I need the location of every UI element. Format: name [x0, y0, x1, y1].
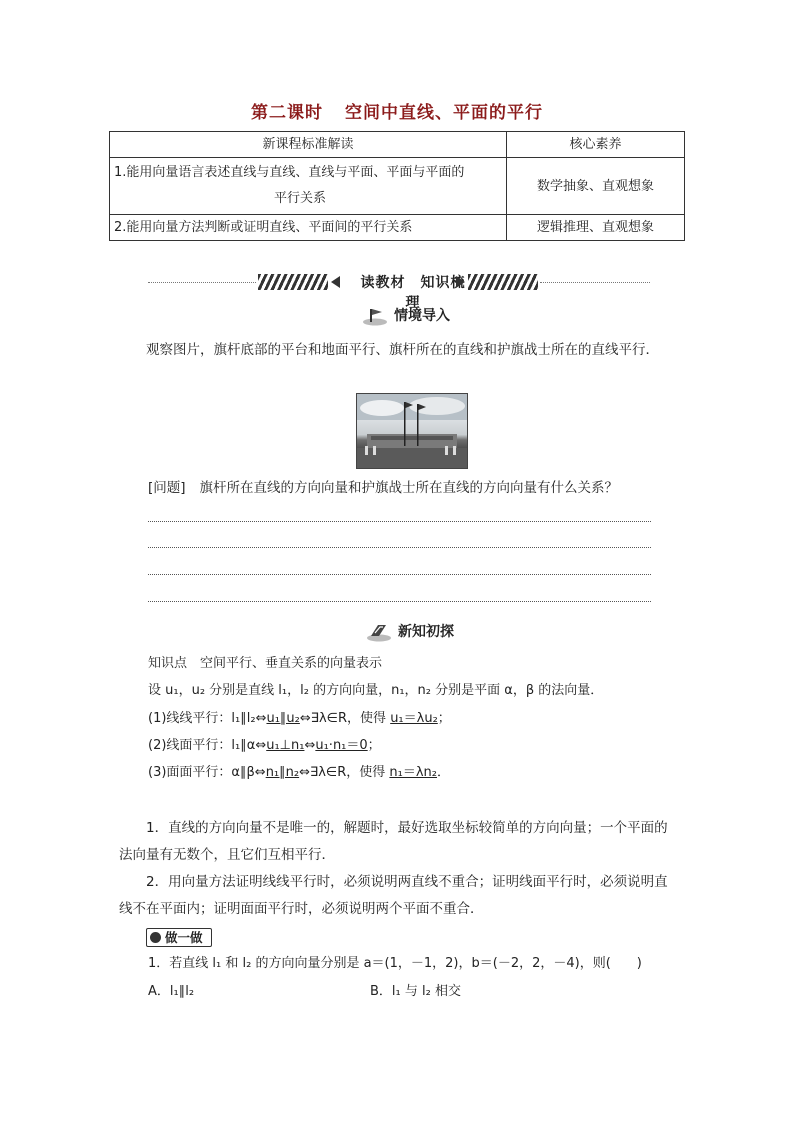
section-heading-intro — [362, 305, 450, 326]
table-header-cell: 新课程标准解读 — [110, 132, 507, 158]
knowledge-point-title: 知识点 空间平行、垂直关系的向量表示 — [148, 656, 383, 671]
section-banner — [258, 272, 538, 311]
answer-line[interactable] — [148, 574, 651, 575]
fill-blank: u₁＝λu₂ — [390, 711, 438, 726]
exercise-badge — [146, 928, 212, 947]
intro-paragraph: 观察图片，旗杆底部的平台和地面平行、旗杆所在的直线和护旗战士所在的直线平行． — [146, 342, 659, 358]
table-header-row — [110, 132, 685, 158]
knowledge-item: (2)线面平行：l₁∥α⇔u₁⊥n₁⇔u₁·n₁＝0； — [148, 738, 381, 753]
note-paragraph: 2．用向量方法证明线线平行时，必须说明两直线不重合；证明线面平行时，必须说明直线不在平面内；证明面面平行时，必须说明两个平面不重合． — [119, 874, 668, 917]
banner-label: 读教材 知识梳理 — [360, 275, 466, 311]
standards-table — [109, 131, 685, 241]
heading-text: 情境导入 — [394, 308, 450, 324]
section-heading-new-knowledge — [366, 621, 454, 642]
fill-blank: u₁·n₁＝0 — [315, 738, 368, 753]
answer-line[interactable] — [148, 601, 651, 602]
table-cell: 逻辑推理、直观想象 — [507, 215, 685, 241]
intro-question — [148, 476, 618, 500]
fill-blank: u₁⊥n₁ — [266, 738, 305, 753]
exercise-question: 1．若直线 l₁ 和 l₂ 的方向向量分别是 a＝(1，－1，2)，b＝(－2，2，－4)，则( ) — [148, 956, 642, 971]
question-tag: [问题] — [148, 480, 186, 496]
knowledge-item: (3)面面平行：α∥β⇔n₁∥n₂⇔∃λ∈R，使得 n₁＝λn₂． — [148, 765, 451, 780]
table-cell: 数学抽象、直观想象 — [507, 158, 685, 215]
badge-label: 做一做 — [165, 930, 203, 945]
divider — [540, 282, 650, 283]
flagpole-photo — [356, 393, 468, 469]
fill-blank: n₁∥n₂ — [265, 765, 300, 780]
table-header-cell: 核心素养 — [507, 132, 685, 158]
arrow-left-icon — [331, 276, 340, 288]
fill-blank: u₁∥u₂ — [266, 711, 300, 726]
arrow-right-icon — [456, 276, 465, 288]
option-b[interactable]: B．l₁ 与 l₂ 相交 — [370, 984, 461, 999]
table-cell — [110, 158, 507, 215]
bullet-icon — [150, 932, 161, 943]
page-title: 第二课时 空间中直线、平面的平行 — [251, 103, 543, 123]
book-icon — [366, 622, 392, 642]
table-row — [110, 215, 685, 241]
banner-stripes — [258, 274, 328, 290]
question-text: 旗杆所在直线的方向向量和护旗战士所在直线的方向向量有什么关系？ — [199, 480, 619, 496]
answer-line[interactable] — [148, 547, 651, 548]
answer-line[interactable] — [148, 521, 651, 522]
option-a[interactable]: A．l₁∥l₂ — [148, 984, 195, 999]
flagpole-illustration — [357, 394, 467, 468]
flag-icon — [362, 306, 388, 326]
knowledge-setup: 设 u₁，u₂ 分别是直线 l₁，l₂ 的方向向量，n₁，n₂ 分别是平面 α，β 的法向量． — [148, 683, 604, 698]
note-paragraph: 1．直线的方向向量不是唯一的，解题时，最好选取坐标较简单的方向向量；一个平面的法向量有无数个，且它们互相平行． — [119, 820, 668, 863]
banner-stripes — [468, 274, 538, 290]
standard-text: 平行关系 — [274, 191, 327, 206]
heading-text: 新知初探 — [398, 624, 454, 640]
fill-blank: n₁＝λn₂ — [389, 765, 438, 780]
divider — [148, 282, 256, 283]
standard-text: 1.能用向量语言表述直线与直线、直线与平面、平面与平面的 — [114, 165, 465, 180]
knowledge-item: (1)线线平行：l₁∥l₂⇔u₁∥u₂⇔∃λ∈R，使得 u₁＝λu₂； — [148, 711, 451, 726]
table-cell: 2.能用向量方法判断或证明直线、平面间的平行关系 — [110, 215, 507, 241]
table-row — [110, 158, 685, 215]
